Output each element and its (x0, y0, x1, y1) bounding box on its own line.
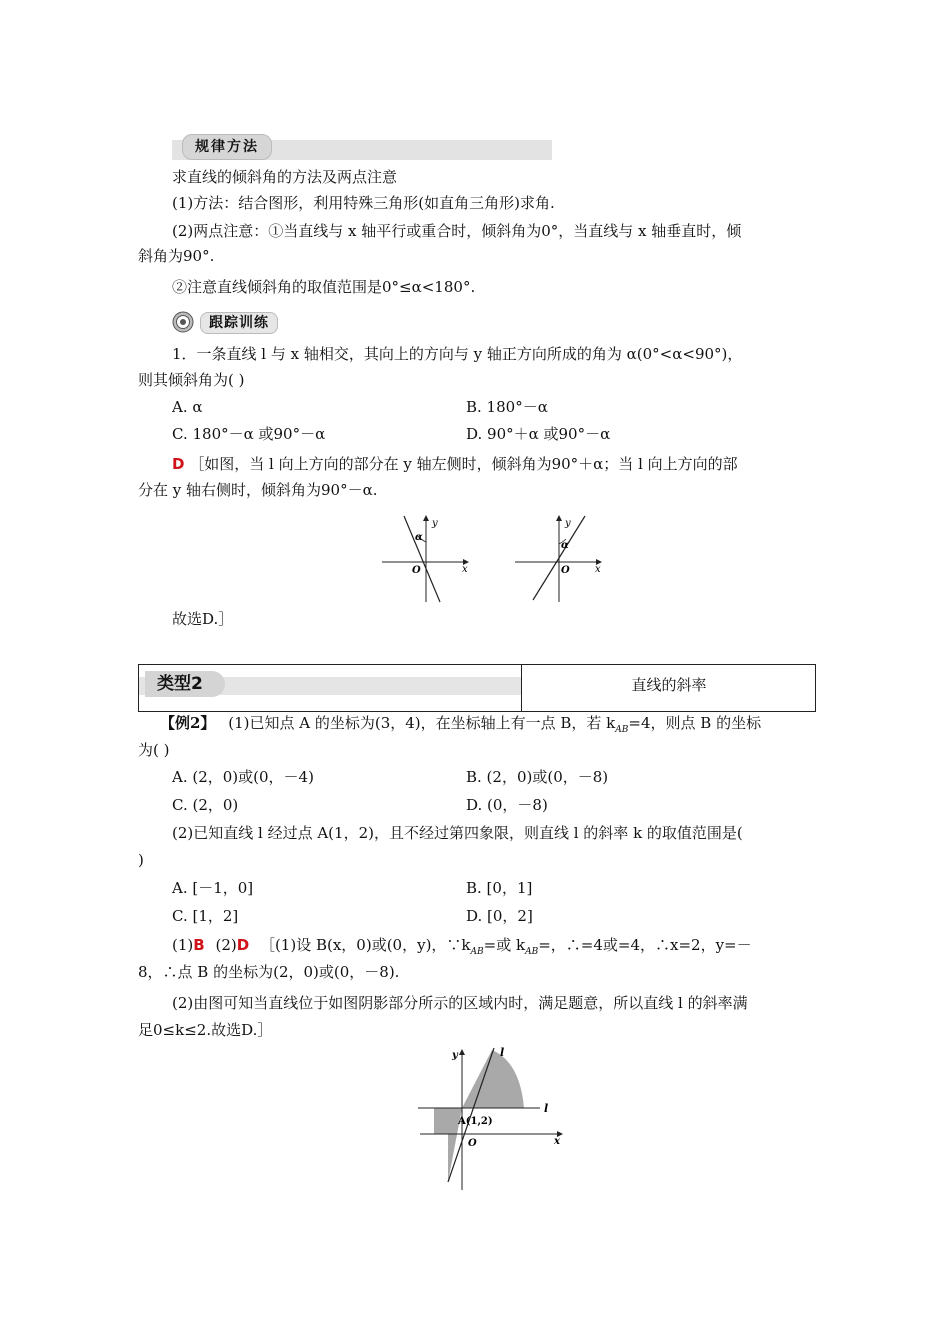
ex2-solution2-line2: 足0≤k≤2.故选D.］ (138, 1021, 273, 1039)
practice-banner (172, 312, 287, 332)
ans2-label: (2) (215, 936, 237, 954)
ans1: B (193, 936, 205, 954)
ex2-p2-option-c: C. [1，2] (172, 907, 239, 925)
q1-option-c: C. 180°－α 或90°－α (172, 425, 326, 443)
ex2-p2-option-d: D. [0，2] (466, 907, 533, 925)
ex2-sol-sub1: AB (470, 947, 484, 957)
method-item-2-line1: (2)两点注意：①当直线与 x 轴平行或重合时，倾斜角为0°，当直线与 x 轴垂直时，倾 (172, 222, 742, 240)
practice-banner-label: 跟踪训练 (200, 312, 278, 334)
ans2: D (236, 936, 250, 954)
ex2-solution2-line1: (2)由图可知当直线位于如图阴影部分所示的区域内时，满足题意，所以直线 l 的斜率满 (172, 994, 748, 1012)
q1-line2: 则其倾斜角为( ) (138, 371, 245, 389)
x-label: x (462, 564, 468, 575)
y-label: y (432, 518, 438, 529)
method-item-1: (1)方法：结合图形，利用特殊三角形(如直角三角形)求角. (172, 194, 555, 212)
origin-label: O (561, 565, 570, 576)
y-label: y (452, 1050, 458, 1061)
example2-p1-text-end: =4，则点 B 的坐标 (628, 714, 762, 732)
type2-label: 类型2 (145, 671, 225, 697)
example2-p1-sub: AB (615, 725, 629, 735)
ex2-p1-option-b: B. (2，0)或(0，－8) (466, 768, 609, 786)
ex2-p2-option-b: B. [0，1] (466, 879, 533, 897)
q1-solution-line2: 分在 y 轴右侧时，倾斜角为90°－α. (138, 481, 378, 499)
ex2-sol-mid: =或 k (483, 936, 526, 954)
alpha-label: α (561, 540, 569, 551)
q1-answer: D (172, 455, 185, 473)
q1-option-a: A. α (172, 398, 203, 416)
alpha-label: α (415, 532, 423, 543)
example2-p1-text: (1)已知点 A 的坐标为(3，4)，在坐标轴上有一点 B，若 k (228, 714, 616, 732)
method-banner-label: 规律方法 (182, 134, 272, 160)
ans1-label: (1) (172, 936, 194, 954)
type2-label-cell (139, 665, 521, 711)
ex2-sol-text1: ［(1)设 B(x，0)或(0，y)，∵k (259, 936, 471, 954)
q1-solution-text: ［如图，当 l 向上方向的部分在 y 轴左侧时，倾斜角为90°＋α；当 l 向上方向的部 (189, 455, 738, 473)
ex2-p2-line1: (2)已知直线 l 经过点 A(1，2)，且不经过第四象限，则直线 l 的斜率 k 的取值范围是( (172, 824, 743, 842)
ex2-p2-line2: ) (138, 851, 144, 869)
ex2-sol-sub2: AB (525, 947, 539, 957)
shade-upper (462, 1050, 524, 1108)
ex2-solution-line2: 8，∴点 B 的坐标为(2，0)或(0，－8). (138, 963, 400, 981)
l-right-label: l (544, 1102, 549, 1115)
q1-line1: 1．一条直线 l 与 x 轴相交，其向上的方向与 y 轴正方向所成的角为 α(0°<α<90°)， (172, 345, 743, 363)
target-icon (172, 311, 194, 333)
type2-title: 直线的斜率 (521, 665, 816, 711)
q1-conclusion: 故选D.］ (172, 610, 234, 628)
method-banner (172, 140, 552, 160)
ex2-sol-end: =，∴=4或=4，∴x=2，y=－ (538, 936, 752, 954)
ex2-p1-option-d: D. (0，－8) (466, 796, 548, 814)
figure-slope-region (416, 1044, 566, 1194)
q1-option-b: B. 180°－α (466, 398, 548, 416)
point-a-label: A(1,2) (458, 1116, 493, 1127)
figure-angle-right (513, 512, 605, 604)
figure-angle-left (380, 512, 472, 604)
method-item-3: ②注意直线倾斜角的取值范围是0°≤α<180°. (172, 278, 476, 296)
method-title: 求直线的倾斜角的方法及两点注意 (172, 168, 398, 186)
q1-solution-line1 (172, 454, 738, 474)
origin-label: O (468, 1138, 477, 1149)
example2-line2: 为( ) (138, 741, 170, 759)
example2-line1 (160, 713, 761, 740)
q1-option-d: D. 90°＋α 或90°－α (466, 425, 611, 443)
x-label: x (595, 564, 601, 575)
method-item-2-line2: 斜角为90°. (138, 247, 215, 265)
x-label: x (554, 1136, 560, 1147)
ex2-p1-option-c: C. (2，0) (172, 796, 239, 814)
ex2-p1-option-a: A. (2，0)或(0，－4) (172, 768, 314, 786)
y-label: y (565, 518, 571, 529)
example2-tag: 【例2】 (160, 714, 216, 732)
ex2-p2-option-a: A. [－1，0] (172, 879, 254, 897)
ex2-solution-line1 (172, 935, 752, 962)
l-top-label: l (500, 1046, 505, 1059)
origin-label: O (412, 565, 421, 576)
type2-header (138, 664, 816, 712)
